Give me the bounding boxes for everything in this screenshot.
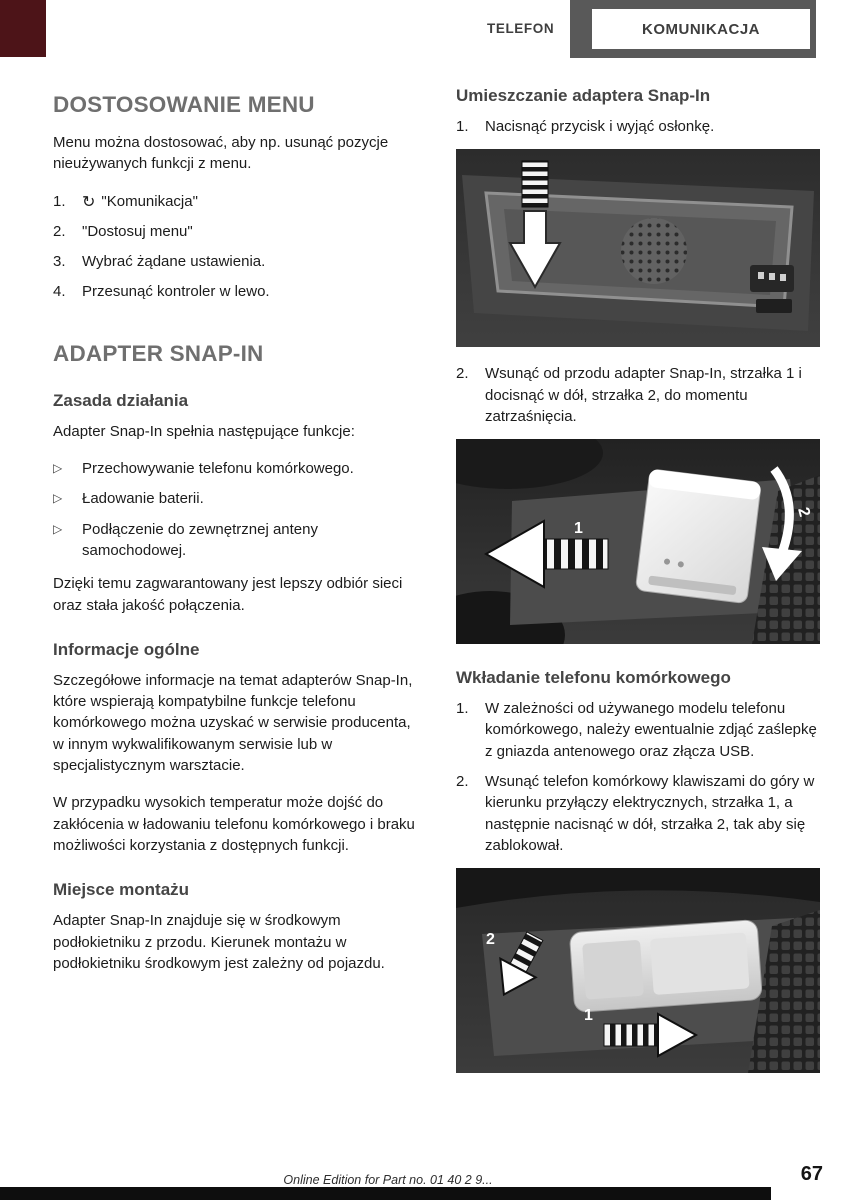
subheading-general-info: Informacje ogólne (53, 639, 200, 659)
section-title-menu-customization: DOSTOSOWANIE MENU (53, 92, 315, 117)
footer-bar (0, 1187, 771, 1200)
arrow-1-label: 1 (584, 1007, 593, 1025)
snap-in-adapter (635, 469, 761, 604)
step-number: 2. (456, 773, 469, 791)
photo-insert-adapter (456, 439, 820, 644)
subheading-mounting-location: Miejsce montażu (53, 880, 190, 900)
step-number: 4. (53, 283, 66, 301)
menu-step-2 (53, 221, 421, 242)
phone-step-1 (456, 698, 820, 762)
phone-step-2 (456, 771, 820, 856)
triangle-bullet-icon: ▷ (53, 461, 63, 476)
menu-step-4 (53, 281, 421, 302)
step-number: 2. (456, 365, 469, 383)
step-number: 1. (456, 118, 469, 135)
arrow-2-label: 2 (486, 931, 495, 949)
list-item-text: Przechowywanie telefonu komórkowego. (82, 460, 354, 478)
step-number: 1. (456, 700, 469, 718)
step-text: Wybrać żądane ustawienia. (82, 253, 266, 271)
header-section-label: KOMUNIKACJA (592, 9, 810, 49)
general-paragraph-2: W przypadku wysokich temperatur może dojść do zakłócenia w ładowaniu telefonu komórkowego i braku możliwości korzystania z dostępnych funkcji. (53, 794, 415, 854)
adapter-step-2 (456, 363, 820, 427)
menu-step-3 (53, 251, 421, 272)
photo-open-tray (456, 149, 820, 347)
page-corner-accent (0, 0, 46, 57)
section-title-snap-in-adapter: ADAPTER SNAP-IN (53, 340, 264, 366)
step-label: "Komunikacja" (101, 192, 198, 210)
list-item (53, 488, 421, 509)
arrow-2-label: 2 (794, 505, 813, 519)
header-section-box (570, 0, 816, 58)
step-text: "Dostosuj menu" (82, 222, 193, 240)
step-text: Nacisnąć przycisk i wyjąć osłonkę. (485, 118, 715, 135)
step-text: Wsunąć od przodu adapter Snap-In, strzałka 1 i docisnąć w dół, strzałka 2, do momentu zatrzaśnięcia. (485, 365, 802, 425)
step-text: Przesunąć kontroler w lewo. (82, 283, 270, 301)
left-column (53, 92, 421, 990)
list-item-text: Ładowanie baterii. (82, 490, 204, 508)
operation-intro: Adapter Snap-In spełnia następujące funkcje: (53, 422, 355, 440)
controller-rotate-icon: ↻ (82, 193, 96, 211)
list-item (53, 519, 421, 562)
general-paragraph-1: Szczegółowe informacje na temat adapterów Snap-In, które wspierają kompatybilne funkcje telefonu komórkowego można uzyskać w serwisie producenta, w innym wykwalifikowanym serwisie lub w specjalistycznym warsztacie. (53, 671, 413, 775)
step-text: W zależności od używanego modelu telefonu komórkowego, należy ewentualnie zdjąć zaślepkę z gniazda antenowego oraz złącza USB. (485, 700, 817, 760)
list-item (53, 458, 421, 479)
subheading-insert-phone: Wkładanie telefonu komórkowego (456, 668, 731, 688)
subheading-operation: Zasada działania (53, 390, 189, 410)
photo-insert-phone (456, 868, 820, 1073)
page-number: 67 (800, 1163, 823, 1185)
mobile-phone (569, 920, 762, 1013)
function-list (53, 458, 421, 561)
insert-phone-illustration (456, 868, 820, 1073)
step-number: 3. (53, 253, 66, 271)
triangle-bullet-icon: ▷ (53, 491, 63, 506)
step-text (82, 191, 421, 212)
arrow-1-shaft (604, 1024, 658, 1046)
triangle-bullet-icon: ▷ (53, 521, 63, 536)
operation-outro: Dzięki temu zagwarantowany jest lepszy odbiór sieci oraz stała jakość połączenia. (53, 575, 403, 614)
subheading-insert-adapter: Umieszczanie adaptera Snap-In (456, 86, 711, 105)
menu-step-1 (53, 191, 421, 212)
release-button (522, 161, 548, 207)
footer-edition-text: Online Edition for Part no. 01 40 2 9... (283, 1173, 493, 1187)
arrow-1-shaft (544, 539, 608, 569)
insert-adapter-illustration (456, 439, 820, 644)
adapter-step-1 (456, 116, 820, 137)
list-item-text: Podłączenie do zewnętrznej anteny samochodowej. (82, 520, 318, 559)
open-tray-illustration (456, 149, 820, 347)
arrow-1-label: 1 (574, 520, 583, 538)
mounting-paragraph: Adapter Snap-In znajduje się w środkowym podłokietniku z przodu. Kierunek montażu w podłokietniku środkowym jest zależny od pojazdu. (53, 912, 385, 972)
step-number: 2. (53, 222, 66, 240)
step-number: 1. (53, 192, 66, 210)
step-text: Wsunąć telefon komórkowy klawiszami do góry w kierunku przyłączy elektrycznych, strzałka 1, a następnie nacisnąć w dół, strzałka 2, tak aby się zablokował. (485, 773, 815, 854)
header-chapter-label: TELEFON (487, 21, 555, 36)
right-column (456, 86, 820, 1089)
menu-intro-paragraph: Menu można dostosować, aby np. usunąć pozycje nieużywanych funkcji z menu. (53, 134, 389, 173)
